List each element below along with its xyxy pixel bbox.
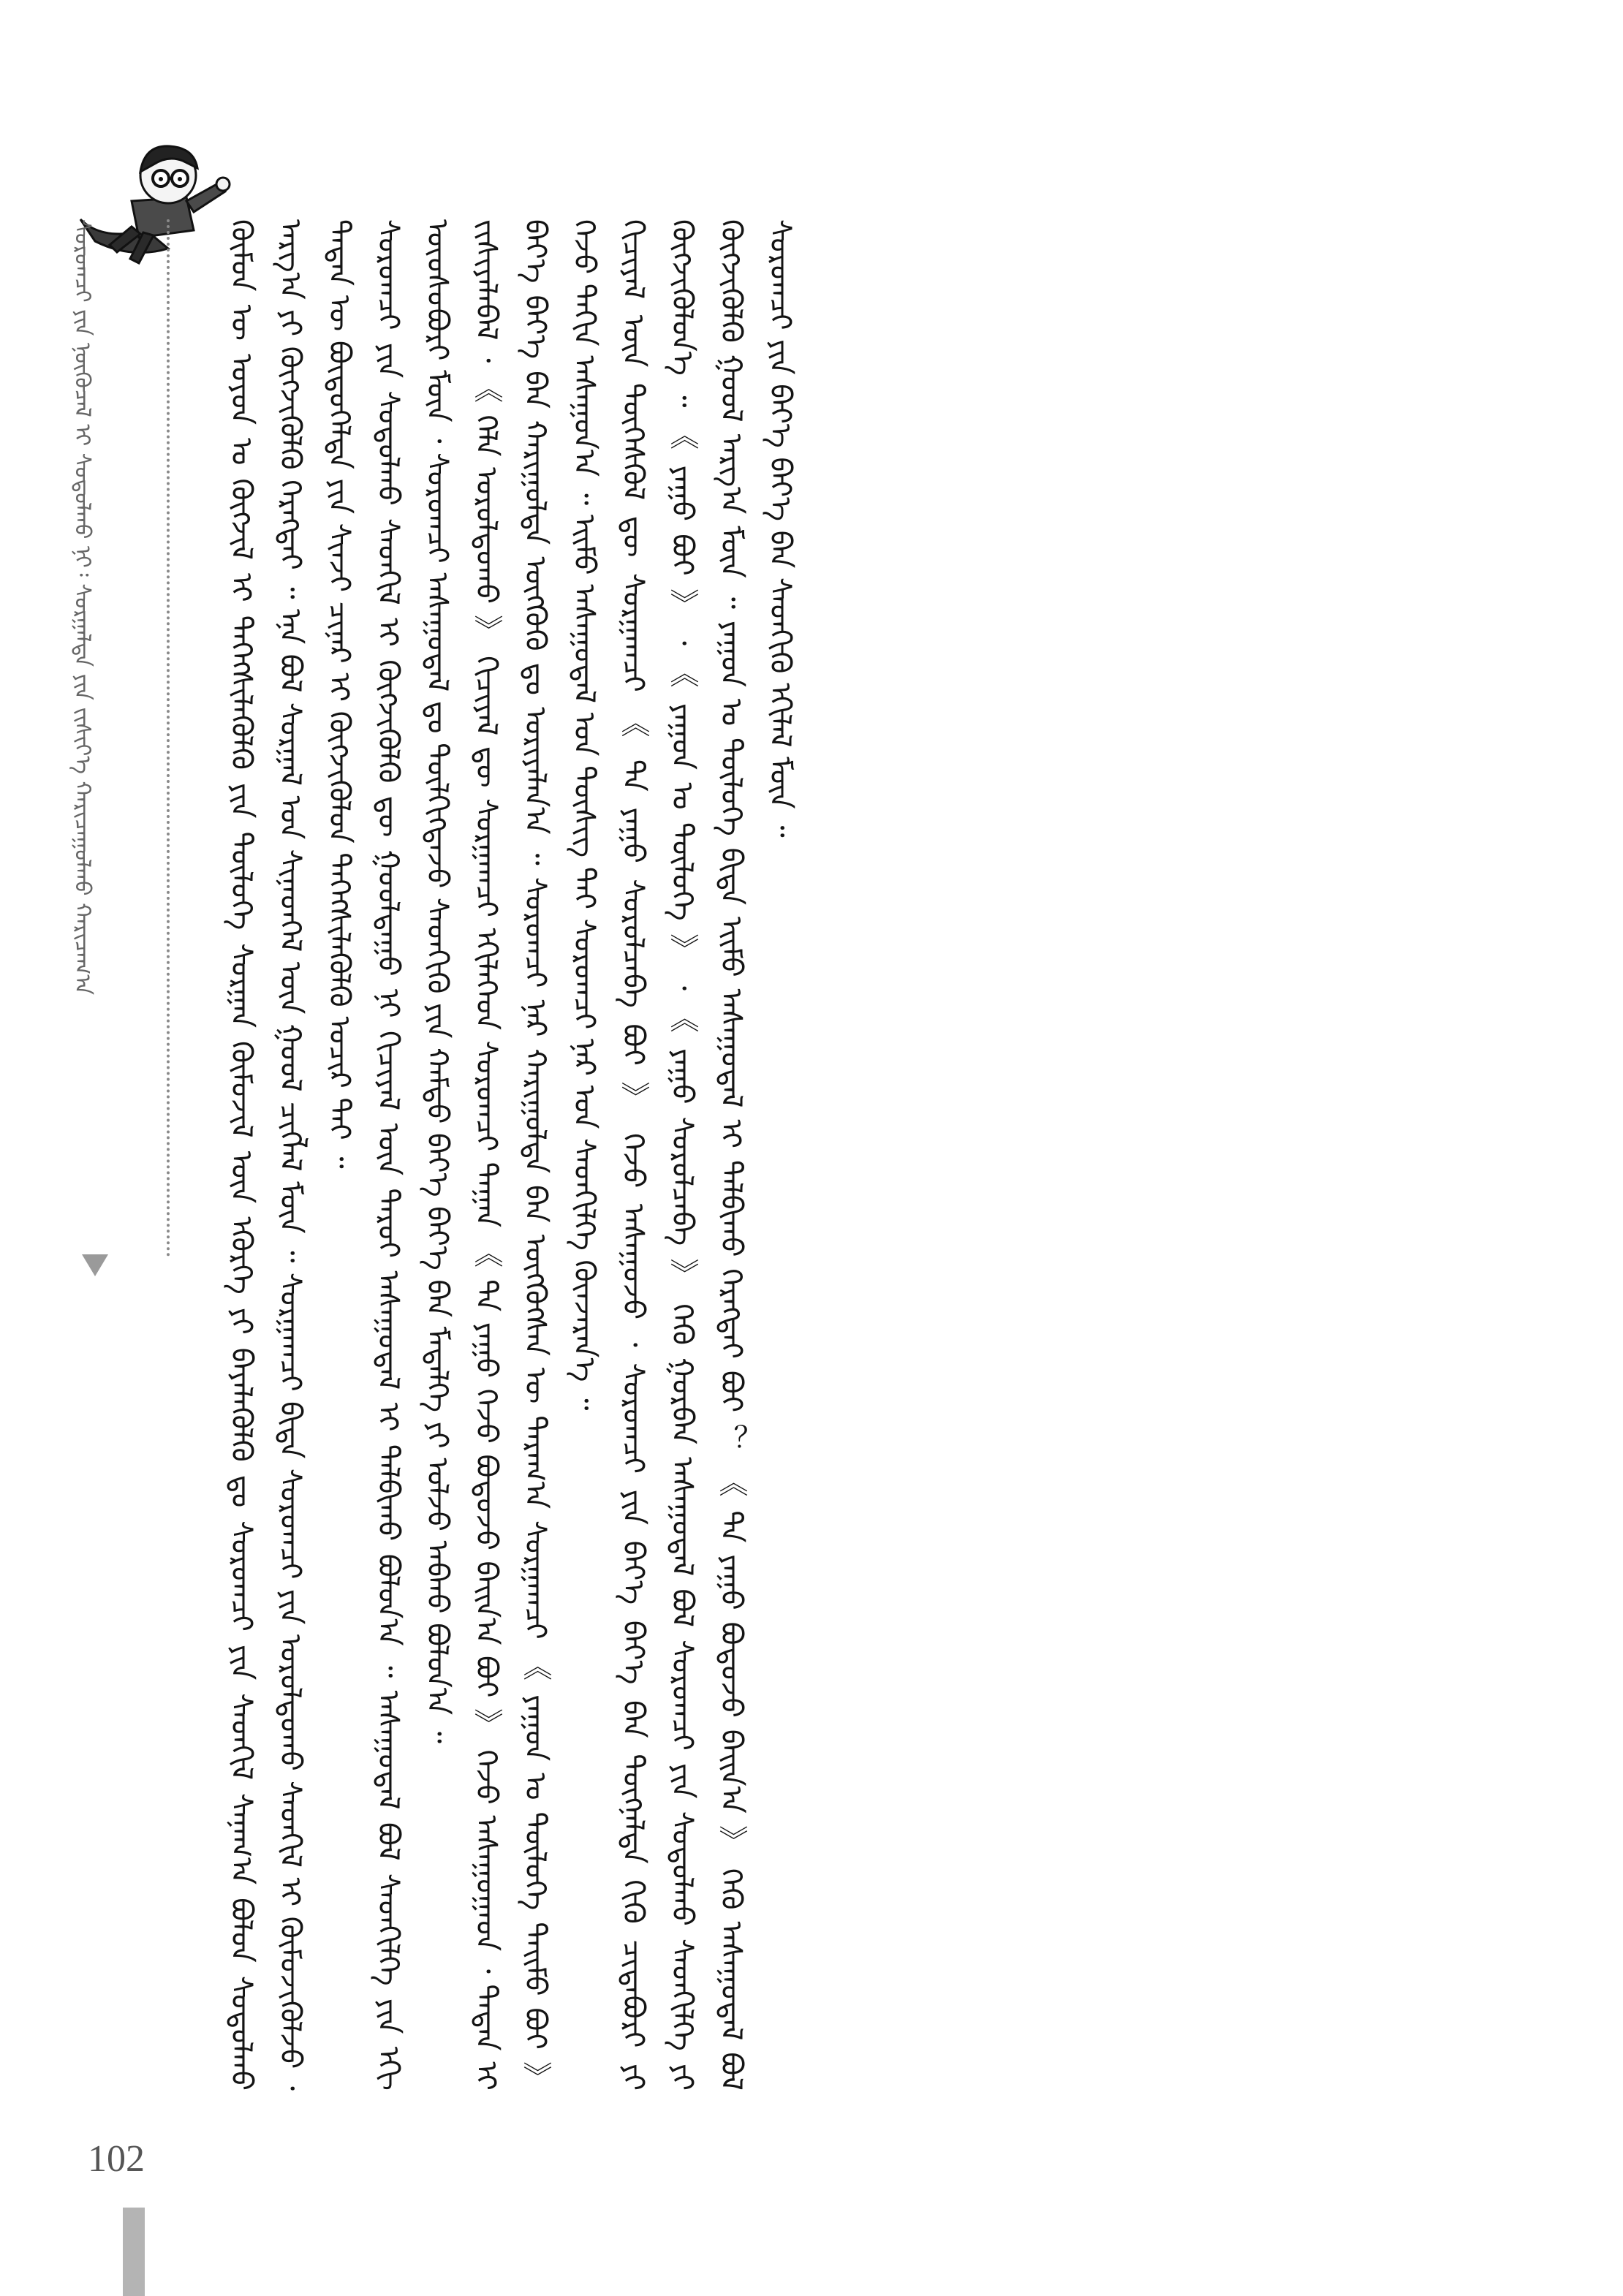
dotted-divider (167, 219, 170, 1257)
paragraph: ᠬᠢᠴᠢᠶᠡᠯ ᠦᠨ ᠲᠥᠭᠡᠰᠬᠦᠯ ᠳᠦ ᠰᠤᠷᠭᠠᠭᠴᠢ 《 ᠲᠠ ᠶᠠᠭᠤ ᠰᠤᠷᠤᠯᠴᠠᠪᠠ ᠪᠤᠢ 》 ᠭᠡᠵᠦ ᠠᠰᠠᠭᠤᠵᠤ ᠂ ᠰᠤᠷᠤᠭᠴᠢ ᠶᠢᠨ ᠪᠡᠶ᠎ᠡ ᠪᠡᠶ᠎ᠡ ᠪᠡᠨ ᠳᠦᠭᠨᠡᠯᠲᠡ ᠬᠢᠬᠦ ᠴᠢᠳᠠᠪᠤᠷᠢ ᠶᠢ ᠬᠥᠭᠵᠢᠭᠦᠯᠦᠨ᠎ᠡ ᠃ 《 ᠶᠠᠭᠤ ᠪᠣᠢ 》 ᠂ 《 ᠶᠠᠭᠤᠨ ᠤ ᠲᠥᠯᠥᠭᠡ 》 ᠂ 《 ᠶᠠᠭᠤ ᠰᠤᠷᠤᠯᠴᠠᠪᠠ 》 ᠭᠡᠬᠦ ᠭᠤᠷᠪᠠᠨ ᠠᠰᠠᠭᠤᠳᠠᠯ ᠪᠣᠯ ᠰᠤᠷᠤᠭᠴᠢ ᠶᠢᠨ ᠰᠤᠳᠤᠯᠬᠤ ᠰᠡᠳᠬᠢᠯᠭᠡ ᠶᠢ ᠬᠥᠭᠵᠢᠭᠦᠯᠬᠦ ᠭᠣᠣᠯ ᠠᠷᠭ᠎ᠠ ᠮᠥᠨ ᠃ ᠶᠠᠭᠤᠨ ᠤ ᠲᠥᠯᠥᠭᠡ ᠪᠢᠳᠡ ᠡᠢᠮᠦ ᠠᠰᠠᠭᠤᠳᠠᠯ ᠢ ᠲᠠᠯᠪᠢᠬᠤ ᠬᠡᠷᠡᠭᠲᠡᠢ ᠪᠤᠢ ？ 《 ᠲᠠ ᠶᠠᠭᠤ ᠪᠣᠳᠤᠵᠤ ᠪᠠᠢᠨ᠎ᠠ 》 ᠭᠡᠬᠦ ᠠᠰᠠᠭᠤᠳᠠᠯ ᠪᠣᠯ ᠰᠤᠷᠤᠭᠴᠢ ᠶᠢᠨ ᠪᠡᠶ᠎ᠡ ᠪᠡᠶ᠎ᠡ ᠪᠡᠨ ᠰᠡᠳᠬᠢᠬᠦ ᠡᠬᠢᠯᠡᠯ ᠮᠥᠨ ᠃ (616, 219, 797, 2091)
running-title: ᠰᠤᠷᠤᠭᠴᠢ ᠶᠢᠨ ᠨᠥᠬᠥᠴᠡᠯ ᠢ ᠰᠤᠳᠤᠯᠬᠤ ᠨᠢ᠄ ᠰᠤᠷᠭᠠᠯᠲᠠ ᠶᠢᠨ ᠵᠢᠱᠢᠶ᠎ᠡ ᠬᠠᠷᠢᠴᠠᠭᠤᠯᠬᠤ ᠬᠠᠷᠢᠴᠠᠭ᠎ᠠ (69, 219, 95, 996)
body-text (216, 219, 1452, 2091)
running-header (64, 219, 130, 1265)
paragraph: ᠵᠢᠱᠢᠶᠡᠯᠡᠪᠡᠯ ᠂ 《 ᠬᠡᠯᠡ ᠤᠷᠤᠯᠳᠤᠬᠤ 》 ᠬᠢᠴᠢᠶᠡᠯ ᠳᠦ ᠰᠤᠷᠭᠠᠭᠴᠢ ᠡᠬᠢᠯᠡᠭᠡᠳ ᠰᠤᠷᠤᠭᠴᠢ ᠳᠠᠭᠠᠨ 《 ᠲᠠ ᠶᠠᠭᠤ ᠭᠡᠵᠦ ᠪᠣᠳᠤᠵᠤ ᠪᠠᠢᠨ᠎ᠠ ᠪᠤᠢ 》 ᠭᠡᠵᠦ ᠠᠰᠠᠭᠤᠭᠠᠳ ᠂ ᠲᠡᠳᠡᠨ ᠢ ᠪᠡᠶ᠎ᠡ ᠪᠡᠶ᠎ᠡ ᠪᠡᠨ ᠬᠠᠷᠢᠭᠤᠯᠲᠠ ᠥᠭᠭᠦᠬᠦ ᠳᠤ ᠤᠷᠢᠶᠠᠯᠠᠨ᠎ᠠ ᠃ ᠰᠤᠷᠤᠭᠴᠢ ᠨᠠᠷ ᠬᠠᠷᠢᠭᠤᠯᠲᠠ ᠪᠡᠨ ᠥᠭᠭᠦᠭᠰᠡᠨ ᠦ ᠳᠠᠷᠠᠭ᠎ᠠ ᠰᠤᠷᠭᠠᠭᠴᠢ 《 ᠶᠠᠭᠤᠨ ᠤ ᠲᠥᠯᠥᠭᠡ ᠲᠡᠢᠮᠦ ᠪᠣᠢ 》 ᠭᠡᠵᠦ ᠳᠠᠬᠢᠨ ᠠᠰᠠᠭᠤᠨ᠎ᠠ ᠃ ᠡᠢᠮᠦ ᠠᠰᠠᠭᠤᠳᠠᠯ ᠤᠨ ᠲᠦᠰᠢᠭ ᠲᠡᠢ ᠰᠤᠷᠤᠭᠴᠢ ᠨᠠᠷ ᠤᠨ ᠰᠡᠳᠬᠢᠯᠭᠡ ᠭᠦᠨᠵᠡᠷᠡᠨ᠎ᠡ ᠃ (469, 219, 601, 2091)
paragraph: ᠰᠤᠷᠤᠭᠴᠢ ᠶᠢᠨ ᠰᠤᠳᠤᠯᠬᠤ ᠰᠡᠳᠬᠢᠯ ᠢ ᠬᠥᠭᠵᠢᠭᠦᠯᠬᠦ ᠳᠦ ᠭᠣᠣᠯᠳᠠᠭᠤ ᠨᠢ ᠬᠢᠴᠢᠶᠡᠯ ᠦᠨ ᠳᠠᠷᠤᠢ ᠠᠰᠠᠭᠤᠳᠠᠯ ᠢ ᠲᠠᠯᠪᠢᠬᠤ ᠪᠣᠯᠤᠨ᠎ᠠ ᠃ ᠠᠰᠠᠭᠤᠳᠠᠯ ᠪᠣᠯ ᠰᠡᠳᠬᠢᠯᠭᠡ ᠶᠢᠨ ᠡᠬᠢ ᠦᠦᠰᠦᠪᠦᠷᠢ ᠮᠥᠨ ᠂ ᠰᠤᠷᠤᠭᠴᠢ ᠠᠰᠠᠭᠤᠳᠠᠯ ᠳᠤ ᠲᠦᠯᠬᠢᠭᠳᠡᠵᠦ ᠰᠡᠳᠬᠢᠬᠦ ᠶᠢᠨ ᠬᠠᠮᠲᠤ ᠪᠡᠶ᠎ᠡ ᠪᠡᠶ᠎ᠡ ᠪᠡᠨ ᠮᠡᠳᠡᠯᠭᠡ ᠶᠢ ᠣᠯᠵᠤ ᠠᠪᠬᠤ ᠪᠣᠯᠤᠨ᠎ᠠ ᠃ (371, 219, 454, 2091)
page-number: 102 (88, 2138, 145, 2180)
paragraph: ᠬᠦᠮᠦᠨ ᠦ ᠤᠶᠤᠨ ᠤ ᠬᠥᠭᠵᠢᠯ ᠢ ᠳᠡᠭᠡᠭᠰᠢᠯᠡᠭᠦᠯᠬᠦ ᠶᠢᠨ ᠲᠥᠯᠥᠭᠡ ᠰᠤᠷᠭᠠᠨ ᠬᠥᠮᠦᠵᠢᠯ ᠦᠨ ᠡᠭᠦᠷᠭᠡ ᠶᠢ ᠪᠡᠶᠡᠯᠡᠭᠦᠯᠬᠦ ᠳᠤ ᠰᠤᠷᠤᠭᠴᠢ ᠶᠢᠨ ᠰᠡᠳᠬᠢᠯ ᠰᠠᠨᠠᠭ᠎ᠠ ᠪᠣᠯᠤᠨ ᠰᠤᠳᠤᠯᠬᠤ ᠠᠷᠭ᠎ᠠ ᠶᠢ ᠬᠥᠭᠵᠢᠭᠦᠯᠬᠦ ᠬᠡᠷᠡᠭᠲᠡᠢ ᠃ ᠡᠨᠡ ᠪᠣᠯ ᠰᠤᠷᠭᠠᠯ ᠤᠨ ᠰᠢᠨᠡᠳᠭᠡᠯ ᠦᠨ ᠭᠣᠣᠯ ᠴᠢᠭᠯᠡᠯ ᠮᠥᠨ ᠃ ᠰᠤᠷᠭᠠᠭᠴᠢ ᠪᠢᠳᠡ ᠰᠤᠷᠤᠭᠴᠢ ᠶᠢᠨ ᠤᠷᠤᠯᠳᠤᠬᠤ ᠰᠡᠳᠬᠢᠯ ᠢ ᠬᠦᠮᠦᠵᠢᠭᠦᠯᠵᠦ ᠂ ᠲᠡᠳᠡᠨ ᠦ ᠪᠦᠲᠦᠭᠡᠯᠲᠡ ᠶᠢᠨ ᠰᠢᠨᠵᠢ ᠴᠢᠨᠠᠷ ᠢ ᠬᠥᠭᠵᠢᠭᠦᠯᠦᠨ ᠳᠡᠭᠡᠭᠰᠢᠯᠡᠭᠦᠯᠬᠦ ᠤᠴᠢᠷ ᠲᠠᠢ ᠃ (224, 219, 356, 2091)
page-edge-tab (123, 2208, 145, 2296)
header-arrow-icon (82, 1254, 108, 1276)
